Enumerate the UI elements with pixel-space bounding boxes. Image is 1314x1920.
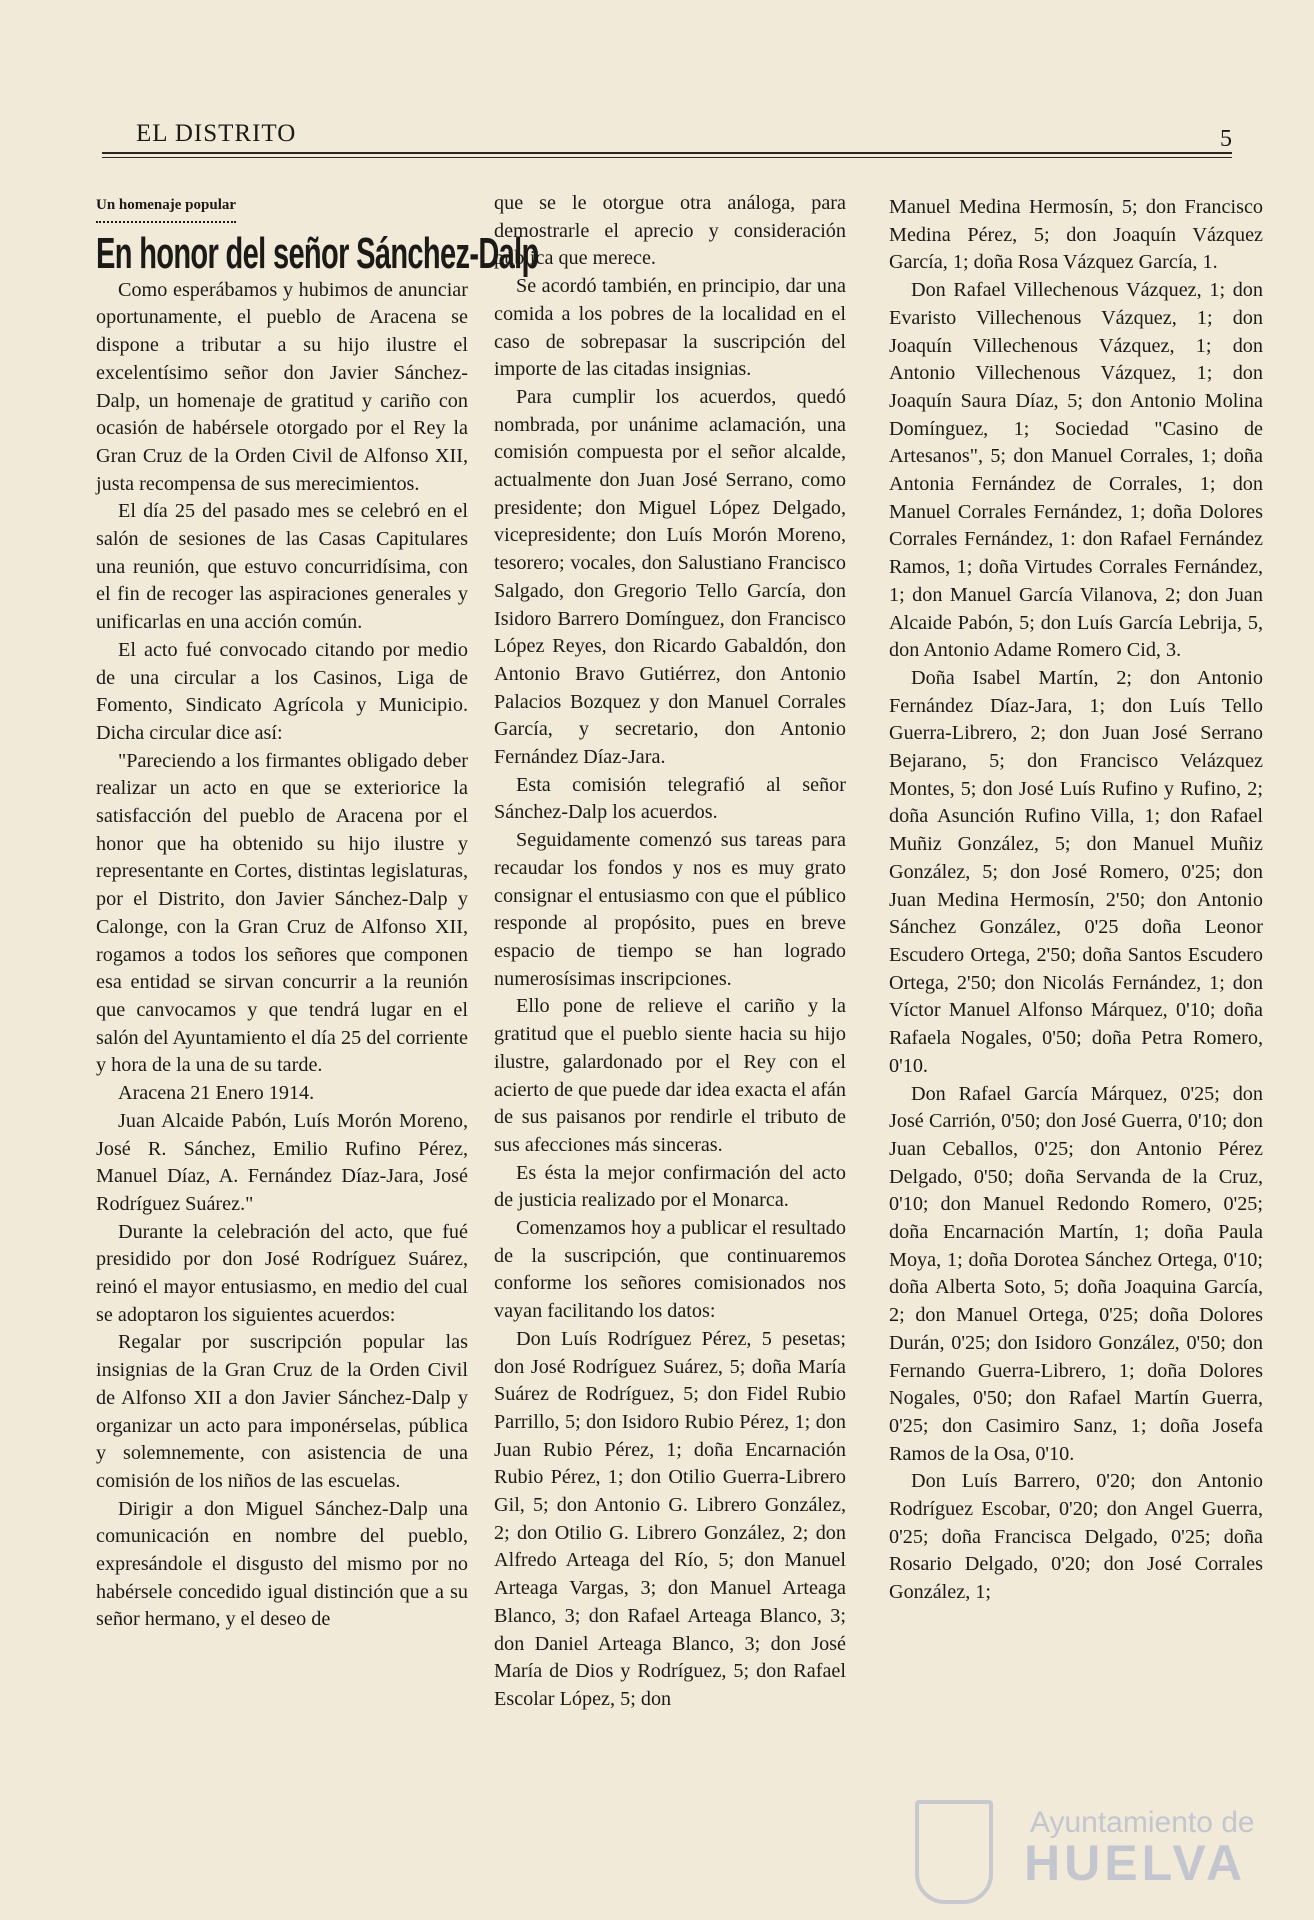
masthead: EL DISTRITO xyxy=(136,120,297,147)
paragraph: Regalar por suscripción popular las insignias de la Gran Cruz de la Orden Civil de Alfonso XII a don Javier Sánchez-Dalp y organizar un acto para imponérselas, pública y solemnemente, con asistencia de una comisión de los niños de las escuelas. xyxy=(96,1331,468,1492)
watermark-line1: Ayuntamiento de xyxy=(1030,1806,1255,1839)
paragraph: Durante la celebración del acto, que fué presidido por don José Rodríguez Suárez, reinó el mayor entusiasmo, en medio del cual se adoptaron los siguientes acuerdos: xyxy=(96,1220,468,1326)
paragraph: El acto fué convocado citando por medio de una circular a los Casinos, Liga de Fomento, Sindicato Agrícola y Municipio. Dicha circular dice así: xyxy=(96,638,468,744)
watermark-line2: HUELVA xyxy=(1024,1835,1247,1891)
paragraph: Seguidamente comenzó sus tareas para recaudar los fondos y nos es muy grato consignar el entusiasmo con que el público responde al propósito, pues en breve espacio de tiempo se han logrado numerosísimas inscripciones. xyxy=(494,829,846,990)
circular-quote: "Pareciendo a los firmantes obligado deber realizar un acto en que se exteriorice la satisfacción del pueblo de Aracena por el honor que ha obtenido su hijo ilustre y representante en Cortes, distintas legislaturas, por el Distrito, don Javier Sánchez-Dalp y Calonge, con la Gran Cruz de Alfonso XII, rogamos a todos los señores que componen esa entidad se sirvan concurrir a la reunión que canvocamos y que tendrá lugar en el salón del Ayuntamiento el día 25 del corriente y hora de la una de su tarde. xyxy=(96,749,468,1077)
subscription-list: Don Rafael García Márquez, 0'25; don José Carrión, 0'50; don José Guerra, 0'10; don Juan Ceballos, 0'25; don Antonio Pérez Delgado, 0'50; doña Servanda de la Cruz, 0'10; don Manuel Redondo Romero, 0'25; doña Encarnación Martín, 1; doña Paula Moya, 1; doña Dorotea Sánchez Ortega, 0'10; doña Alberta Soto, 5; doña Joaquina García, 2; don Manuel Ortega, 0'25; doña Dolores Durán, 0'25; don Isidoro González, 0'50; don Fernando Guerra-Librero, 1; doña Dolores Nogales, 0'50; don Rafael Martín Guerra, 0'25; don Casimiro Sanz, 1; doña Josefa Ramos de la Osa, 0'10. xyxy=(889,1082,1263,1465)
circular-date: Aracena 21 Enero 1914. xyxy=(118,1082,315,1105)
circular-signatories: Juan Alcaide Pabón, Luís Morón Moreno, José R. Sánchez, Emilio Rufino Pérez, Manuel Díaz, A. Fernández Díaz-Jara, José Rodríguez Suárez." xyxy=(96,1109,468,1215)
paragraph: Se acordó también, en principio, dar una comida a los pobres de la localidad en el caso de sobrepasar la suscripción del importe de las citadas insignias. xyxy=(494,275,846,381)
subscription-list: Don Luís Rodríguez Pérez, 5 pesetas; don José Rodríguez Suárez, 5; doña María Suárez de Rodríguez, 5; don Fidel Rubio Parrillo, 5; don Isidoro Rubio Pérez, 1; don Juan Rubio Pérez, 1; doña Encarnación Rubio Pérez, 1; don Otilio Guerra-Librero Gil, 5; don Antonio G. Librero González, 2; don Otilio G. Librero González, 2; don Alfredo Arteaga del Río, 5; don Manuel Arteaga Vargas, 3; don Manuel Arteaga Blanco, 3; don Rafael Arteaga Blanco, 3; don Daniel Arteaga Blanco, 3; don José María de Dios y Rodríguez, 5; don Rafael Escolar López, 5; don xyxy=(494,1327,846,1710)
paragraph: Es ésta la mejor confirmación del acto de justicia realizado por el Monarca. xyxy=(494,1161,846,1212)
page-number: 5 xyxy=(1220,126,1232,152)
subscription-list: Don Rafael Villechenous Vázquez, 1; don Evaristo Villechenous Vázquez, 1; don Joaquín Villechenous Vázquez, 1; don Antonio Villechenous Vázquez, 1; don Joaquín Saura Díaz, 5; don Antonio Molina Domínguez, 1; Sociedad "Casino de Artesanos", 5; don Manuel Corrales, 1; doña Antonia Fernández de Corrales, 1; don Manuel Corrales Fernández, 1; doña Dolores Corrales Fernández, 1: don Rafael Fernández Ramos, 1; doña Virtudes Corrales Fernández, 1; don Manuel García Vilanova, 2; don Juan Alcaide Pabón, 5; don Luís García Lebrija, 5, don Antonio Adame Romero Cid, 3. xyxy=(889,279,1263,662)
paragraph: Ello pone de relieve el cariño y la gratitud que el pueblo siente hacia su hijo ilustre, galardonado por el Rey con el acierto de que puede dar idea exacta el afán de sus paisanos por rendirle el tributo de sus afecciones más sinceras. xyxy=(494,995,846,1156)
paragraph: Como esperábamos y hubimos de anunciar oportunamente, el pueblo de Aracena se dispone a tributar a su hijo ilustre el excelentísimo señor don Javier Sánchez-Dalp, un homenaje de gratitud y cariño con ocasión de habérsele otorgado por el Rey la Gran Cruz de la Orden Civil de Alfonso XII, justa recompensa de sus merecimientos. xyxy=(96,278,468,495)
paragraph: El día 25 del pasado mes se celebró en el salón de sesiones de las Casas Capitulares una reunión, que estuvo concurridísima, con el fin de recoger las aspiraciones generales y unificarlas en una acción común. xyxy=(96,500,468,634)
paragraph: que se le otorgue otra análoga, para demostrarle el aprecio y consideración pública que merece. xyxy=(494,192,846,270)
paragraph: Dirigir a don Miguel Sánchez-Dalp una comunicación en nombre del pueblo, expresándole el disgusto del mismo por no habérsele concedido igual distinción que a su señor hermano, y el deseo de xyxy=(96,1497,468,1631)
subscription-list: Manuel Medina Hermosín, 5; don Francisco Medina Pérez, 5; don Joaquín Vázquez García, 1; doña Rosa Vázquez García, 1. xyxy=(889,196,1263,274)
column-1 xyxy=(96,190,539,1634)
watermark-seal-icon xyxy=(915,1800,993,1904)
header-rule xyxy=(102,152,1232,154)
subscription-list: Don Luís Barrero, 0'20; don Antonio Rodríguez Escobar, 0'20; don Angel Guerra, 0'25; doña Francisca Delgado, 0'25; doña Rosario Delgado, 0'20; don José Corrales González, 1; xyxy=(889,1470,1263,1604)
paragraph: Comenzamos hoy a publicar el resultado de la suscripción, que continuaremos conforme los señores comisionados nos vayan facilitando los datos: xyxy=(494,1217,846,1323)
paragraph: Esta comisión telegrafió al señor Sánchez-Dalp los acuerdos. xyxy=(494,773,846,824)
article-headline: En honor del señor Sánchez-Dalp xyxy=(96,228,539,278)
subscription-list: Doña Isabel Martín, 2; don Antonio Fernández Díaz-Jara, 1; don Luís Tello Guerra-Librero, 2; don Juan José Serrano Bejarano, 5; don Francisco Velázquez Montes, 5; don José Luís Rufino y Rufino, 2; doña Asunción Rufino Villa, 1; don Rafael Muñiz González, 5; don Manuel Muñiz González, 5; don José Romero, 0'25; don Juan Medina Hermosín, 2'50; don Antonio Sánchez González, 0'25 doña Leonor Escudero Ortega, 2'50; doña Santos Escudero Ortega, 2'50; don Nicolás Fernández, 1; don Víctor Manuel Alfonso Márquez, 0'10; doña Rafaela Nogales, 0'50; doña Petra Romero, 0'10. xyxy=(889,666,1263,1077)
article-kicker: Un homenaje popular xyxy=(96,192,236,223)
header-rule-thin xyxy=(102,157,1232,158)
column-3 xyxy=(889,194,1263,1607)
paragraph: Para cumplir los acuerdos, quedó nombrada, por unánime aclamación, una comisión compuesta por el señor alcalde, actualmente don Juan José Serrano, como presidente; don Miguel López Delgado, vicepresidente; don Luís Morón Moreno, tesorero; vocales, don Salustiano Francisco Salgado, don Gregorio Tello García, don Isidoro Barrero Domínguez, don Francisco López Reyes, don Ricardo Gabaldón, don Antonio Bravo Gutiérrez, don Antonio Palacios Bozquez y don Manuel Corrales García, y secretario, don Antonio Fernández Díaz-Jara. xyxy=(494,385,846,769)
column-2 xyxy=(494,190,846,1714)
page-header xyxy=(102,118,1232,154)
